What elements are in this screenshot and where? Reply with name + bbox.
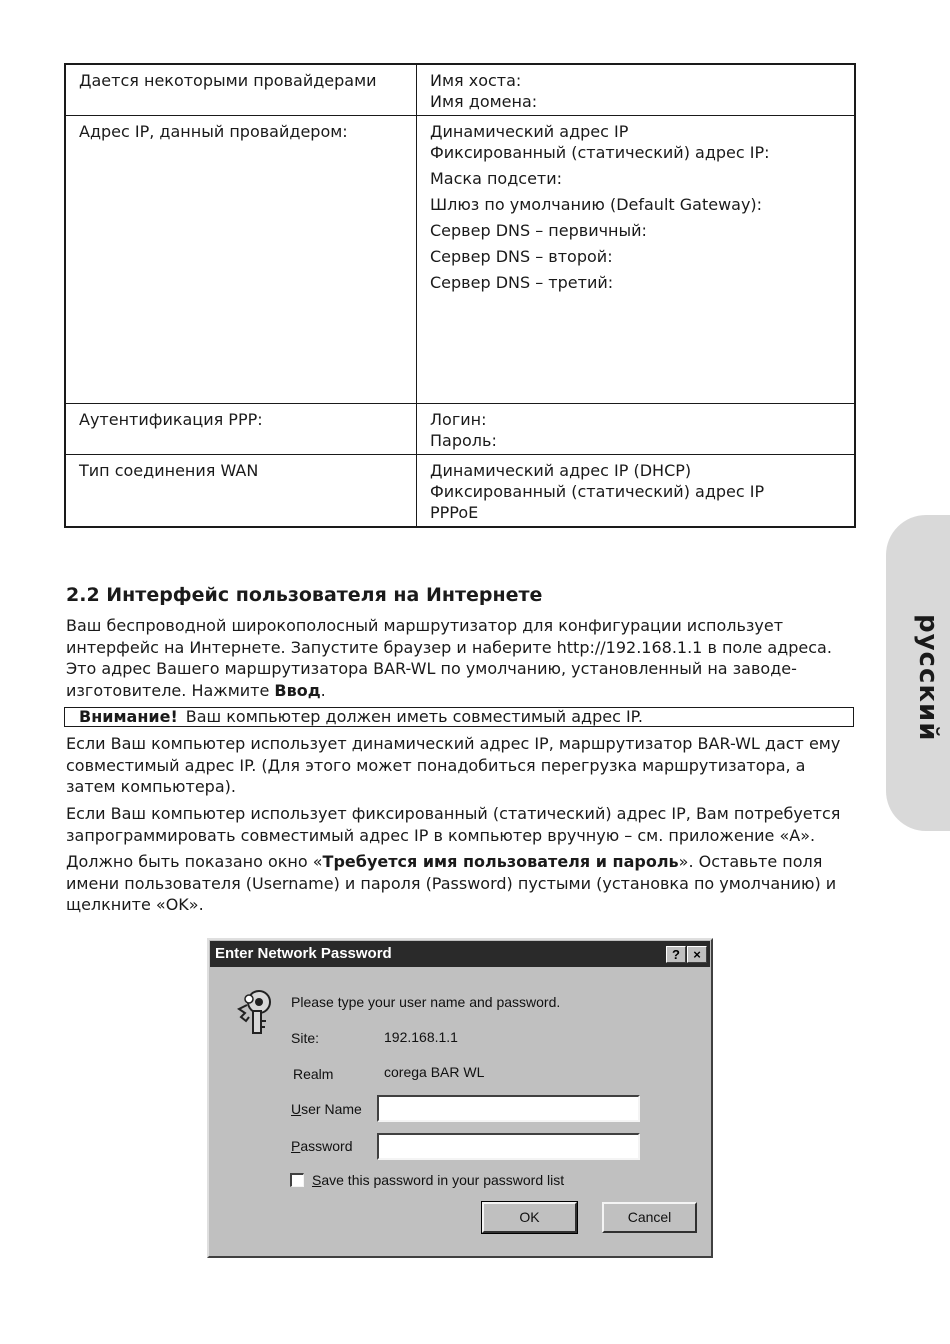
password-label: Password: [291, 1138, 353, 1154]
table-cell-values: [417, 116, 856, 404]
save-password-checkbox[interactable]: [290, 1173, 304, 1187]
table-value-line: Имя домена:: [430, 92, 538, 111]
table-row: [65, 455, 855, 528]
table-value-line: Сервер DNS – второй:: [430, 247, 613, 266]
isp-info-table: [64, 63, 856, 528]
table-value-line: Маска подсети:: [430, 169, 563, 188]
cancel-button[interactable]: Cancel: [602, 1202, 697, 1233]
table-cell-values: [417, 64, 856, 116]
table-row: [65, 64, 855, 116]
table-cell-values: [417, 404, 856, 455]
close-button[interactable]: ×: [687, 946, 707, 963]
table-value-line: Сервер DNS – первичный:: [430, 221, 647, 240]
username-label: User Name: [291, 1101, 362, 1117]
table-row: [65, 116, 855, 404]
table-value-line: Имя хоста:: [430, 71, 522, 90]
table-cell-label: Дается некоторыми провайдерами: [65, 64, 417, 116]
table-cell-label: Адрес IP, данный провайдером:: [65, 116, 417, 404]
dialog-prompt: Please type your user name and password.: [291, 994, 561, 1010]
ok-button[interactable]: OK: [482, 1202, 577, 1233]
section-heading: 2.2 Интерфейс пользователя на Интернете: [66, 584, 543, 606]
table-row: [65, 404, 855, 455]
bold-window-name: Требуется имя пользователя и пароль: [322, 852, 679, 871]
paragraph-dynamic-ip: Если Ваш компьютер использует динамический адрес IP, маршрутизатор BAR-WL даст ему совместимый адрес IP. (Для этого может понадобиться перегрузка маршрутизатора, а затем компьютера).: [66, 734, 841, 796]
dialog-title: Enter Network Password: [215, 945, 392, 962]
site-value: 192.168.1.1: [384, 1029, 458, 1045]
key-icon: [233, 987, 279, 1035]
table-value-line: Динамический адрес IP: [430, 122, 629, 141]
paragraph-static-ip: Если Ваш компьютер использует фиксированный (статический) адрес IP, Вам потребуется запрограммировать совместимый адрес IP в компьютер вручную – см. приложение «A».: [66, 804, 841, 845]
table-value-line: Пароль:: [430, 431, 497, 450]
dialog-titlebar[interactable]: [210, 941, 710, 967]
site-label: Site:: [291, 1030, 320, 1046]
table-value-line: Динамический адрес IP (DHCP): [430, 461, 692, 480]
realm-value: corega BAR WL: [384, 1064, 485, 1080]
paragraph-intro: Ваш беспроводной широкополосный маршрутизатор для конфигурации использует интерфейс на Интернете. Запустите браузер и наберите http://192.168.1.1 в поле адреса. Это адрес Вашего маршрутизатора BAR-WL по умолчанию, установленный на заводе-изготовителе. Нажмите Ввод.: [66, 616, 832, 700]
paragraph-login-window: Должно быть показано окно «Требуется имя пользователя и пароль». Оставьте поля имени пользователя (Username) и пароля (Password) пустыми (установка по умолчанию) и щелкните «OK».: [66, 852, 837, 914]
warning-label: Внимание!: [79, 707, 178, 726]
table-cell-label: Тип соединения WAN: [65, 455, 417, 528]
warning-box: [64, 707, 854, 727]
table-value-line: Фиксированный (статический) адрес IP: [430, 482, 765, 501]
bold-enter: Ввод: [274, 680, 321, 700]
password-input[interactable]: [377, 1133, 640, 1160]
warning-text: Ваш компьютер должен иметь совместимый адрес IP.: [185, 707, 643, 726]
save-password-label[interactable]: Save this password in your password list: [312, 1172, 565, 1188]
table-cell-label: Аутентификация PPP:: [65, 404, 417, 455]
table-value-line: Логин:: [430, 410, 487, 429]
table-value-line: PPPoE: [430, 503, 479, 522]
table-value-line: Фиксированный (статический) адрес IP:: [430, 143, 770, 162]
table-value-line: Сервер DNS – третий:: [430, 273, 614, 292]
language-tab-label: русский: [913, 614, 943, 742]
table-cell-values: [417, 455, 856, 528]
table-value-line: Шлюз по умолчанию (Default Gateway):: [430, 195, 763, 214]
username-input[interactable]: [377, 1095, 640, 1122]
realm-label: Realm: [293, 1066, 334, 1082]
help-button[interactable]: ?: [666, 946, 686, 963]
enter-network-password-dialog: [207, 938, 713, 1258]
